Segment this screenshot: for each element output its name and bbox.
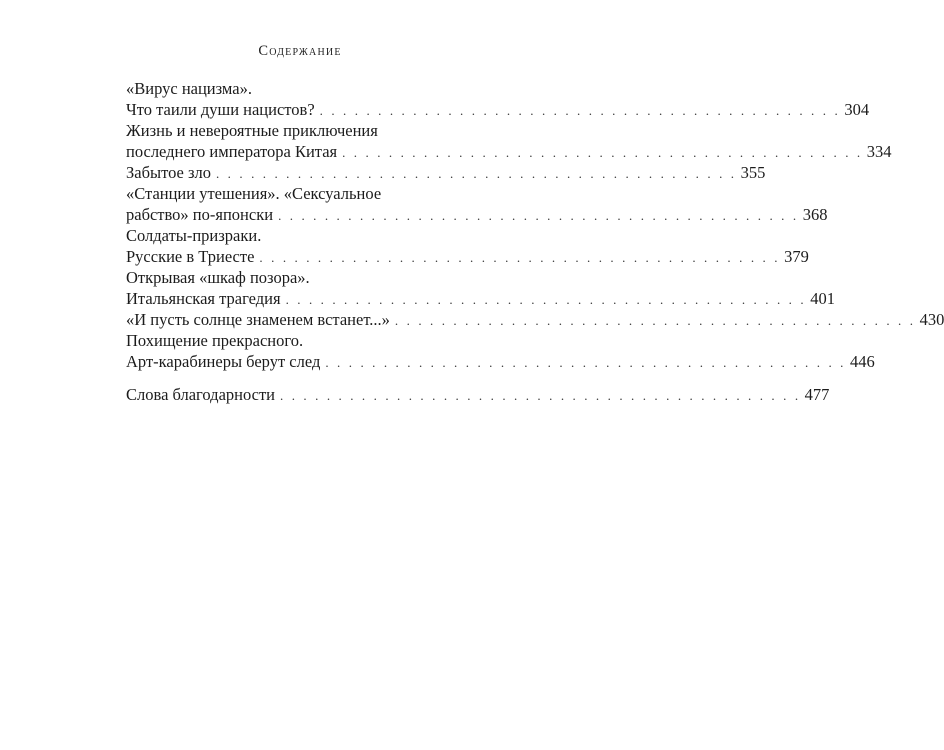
toc-entry-line[interactable]	[126, 246, 809, 267]
toc-page-number: 379	[784, 247, 809, 266]
toc-entry-line[interactable]	[126, 162, 766, 183]
toc-page-number: 477	[804, 385, 830, 404]
toc-entry-title: Похищение прекрасного.	[126, 331, 304, 350]
toc-entry-line	[126, 120, 470, 141]
toc-entry-title: Открывая «шкаф позора».	[126, 268, 310, 287]
dot-leader: . . . . . . . . . . . . . . . . . . . . . . . . . . . . . . . . . . . . . . . . . . . . .	[280, 388, 801, 403]
toc-entry-line[interactable]	[126, 141, 892, 162]
dot-leader: . . . . . . . . . . . . . . . . . . . . . . . . . . . . . . . . . . . . . . . . . . . . .	[285, 292, 807, 307]
toc-entry-line[interactable]	[126, 384, 830, 405]
toc-entry-line	[126, 183, 470, 204]
toc-entry-title: Жизнь и невероятные приключения	[126, 121, 378, 140]
toc-entry-title: последнего императора Китая	[126, 142, 338, 161]
toc-entry-line[interactable]	[126, 204, 828, 225]
toc-entry-title: Русские в Триесте	[126, 247, 255, 266]
dot-leader: . . . . . . . . . . . . . . . . . . . . . . . . . . . . . . . . . . . . . . . . . . . . .	[259, 250, 781, 265]
toc-page-number: 304	[844, 100, 870, 119]
toc-page-number: 368	[802, 205, 828, 224]
dot-leader: . . . . . . . . . . . . . . . . . . . . . . . . . . . . . . . . . . . . . . . . . . . . .	[215, 166, 737, 181]
toc-entry-line	[126, 78, 470, 99]
toc-entry-title: «И пусть солнце знаменем встанет...»	[126, 310, 390, 329]
toc-entry-title: «Вирус нацизма».	[126, 79, 252, 98]
dot-leader: . . . . . . . . . . . . . . . . . . . . . . . . . . . . . . . . . . . . . . . . . . . . .	[319, 103, 841, 118]
toc-entry-line	[126, 225, 470, 246]
toc-entry-line[interactable]	[126, 288, 835, 309]
toc-entry-title: «Станции утешения». «Сексуальное	[126, 184, 382, 203]
toc-page-number: 401	[810, 289, 835, 308]
toc-page-number: 446	[850, 352, 875, 371]
toc-entry-title: Слова благодарности	[126, 385, 276, 404]
toc-entry-title: Солдаты-призраки.	[126, 226, 262, 245]
toc-entry-title: Арт-карабинеры берут след	[126, 352, 321, 371]
section-spacer	[126, 372, 470, 384]
toc-entry-title: Итальянская трагедия	[126, 289, 281, 308]
toc-entry-line[interactable]	[126, 309, 944, 330]
toc-entry-title: Что таили души нацистов?	[126, 100, 315, 119]
toc-entry-line	[126, 267, 470, 288]
toc-page-number: 430	[919, 310, 944, 329]
dot-leader: . . . . . . . . . . . . . . . . . . . . . . . . . . . . . . . . . . . . . . . . . . . . .	[342, 145, 863, 160]
toc-entry-title: рабство» по-японски	[126, 205, 274, 224]
toc-entry-title: Забытое зло	[126, 163, 211, 182]
toc-entry-line[interactable]	[126, 351, 875, 372]
dot-leader: . . . . . . . . . . . . . . . . . . . . . . . . . . . . . . . . . . . . . . . . . . . . .	[278, 208, 799, 223]
toc-heading: Содержание	[258, 43, 342, 59]
table-of-contents	[126, 78, 944, 405]
toc-page-number: 334	[866, 142, 892, 161]
toc-entry-line	[126, 330, 470, 351]
toc-page-number: 355	[740, 163, 766, 182]
toc-entry-line[interactable]	[126, 99, 870, 120]
dot-leader: . . . . . . . . . . . . . . . . . . . . . . . . . . . . . . . . . . . . . . . . . . . . .	[394, 313, 916, 328]
dot-leader: . . . . . . . . . . . . . . . . . . . . . . . . . . . . . . . . . . . . . . . . . . . . .	[325, 355, 846, 370]
